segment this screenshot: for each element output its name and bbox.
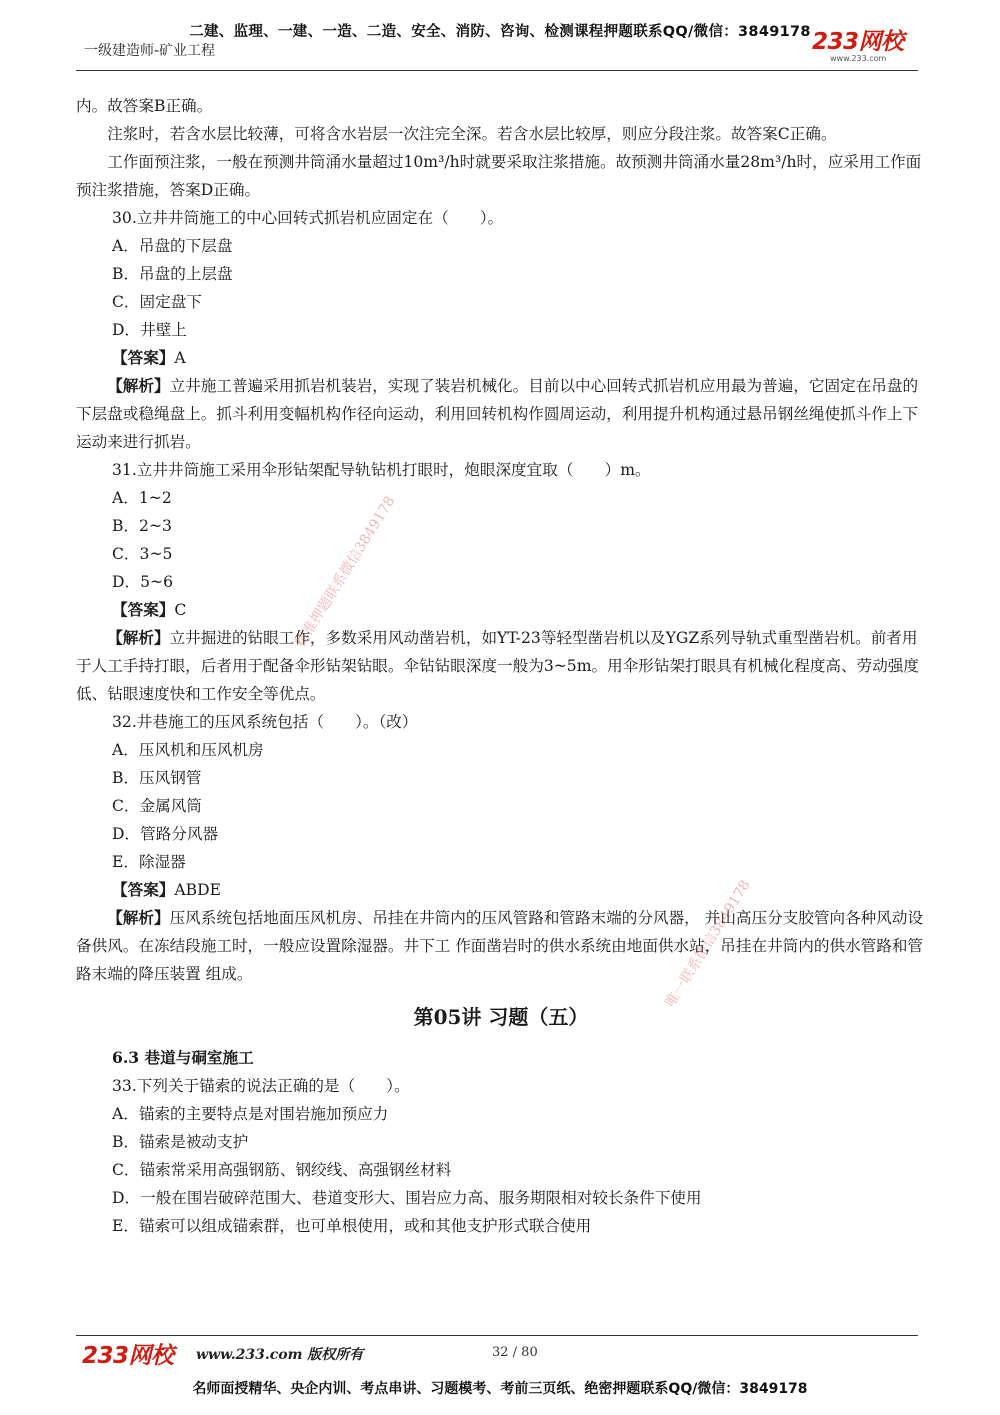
answer-value: C <box>174 601 187 619</box>
answer-label: 【答案】 <box>112 600 175 619</box>
header-promo-line: 二建、监理、一建、一造、二造、安全、消防、咨询、检测课程押题联系QQ/微信：3849178 <box>189 24 811 40</box>
question-text: 32.井巷施工的压风系统包括（ ）。（改） <box>112 713 418 731</box>
paragraph: 注浆时，若含水层比较薄，可将含水岩层一次注完全深。若含水层比较厚，则应分段注浆。故答案C正确。 <box>107 125 837 143</box>
option-c: C．锚索常采用高强钢筋、钢绞线、高强钢丝材料 <box>112 1161 452 1179</box>
answer-value: A <box>174 349 186 367</box>
analysis-line <box>76 904 926 988</box>
option-c: C．固定盘下 <box>112 293 202 311</box>
answer-label: 【答案】 <box>112 880 175 899</box>
question-block-33 <box>76 1072 926 1240</box>
footer-copyright: www.233.com 版权所有 <box>196 1347 364 1363</box>
watermark: 唯一联系微信3849178 <box>662 877 754 1011</box>
analysis-label: 【解析】 <box>107 908 170 927</box>
option-a: A．吊盘的下层盘 <box>112 237 233 255</box>
option-e: E．锚索可以组成锚索群，也可单根使用，或和其他支护形式联合使用 <box>112 1217 592 1235</box>
analysis-text: 压风系统包括地面压风机房、吊挂在井筒内的压风管路和管路末端的分风器， 并山高压分支胶管向各种风动设备供风。在冻结段施工时，一般应设置除湿器。井下工 作面凿岩时的供水系统由地面供水站，吊挂在井筒内的供水管路和管路末端的降压装置 组成。 <box>76 909 924 983</box>
footer-promo-line: 名师面授精华、央企内训、考点串讲、习题模考、考前三页纸、绝密押题联系QQ/微信：3849178 <box>192 1381 808 1397</box>
option-c: C．3~5 <box>112 545 173 563</box>
option-a: A．1~2 <box>112 489 172 507</box>
section-title: 第05讲 习题（五） <box>413 1005 589 1029</box>
analysis-text: 立井掘进的钻眼工作，多数采用风动凿岩机，如YT-23等轻型凿岩机以及YGZ系列导轨式重型凿岩机。前者用于人工手持打眼，后者用于配备伞形钻架钻眼。伞钻钻眼深度一般为3~5m。用伞形钻架打眼具有机械化程度高、劳动强度低、钻眼速度快和工作安全等优点。 <box>76 629 919 703</box>
option-a: A．锚索的主要特点是对围岩施加预应力 <box>112 1105 389 1123</box>
question-block-31 <box>76 456 926 708</box>
document-subtitle: 一级建造师-矿业工程 <box>84 43 216 59</box>
option-d: D．一般在围岩破碎范围大、巷道变形大、围岩应力高、服务期限相对较长条件下使用 <box>112 1189 702 1207</box>
analysis-label: 【解析】 <box>107 628 170 647</box>
brand-logo-url: www.233.com <box>830 54 887 63</box>
option-b: B．压风钢管 <box>112 769 202 787</box>
question-text: 31.立井井筒施工采用伞形钻架配导轨钻机打眼时，炮眼深度宜取（ ）m。 <box>112 461 651 479</box>
analysis-text: 立井施工普遍采用抓岩机装岩，实现了装岩机械化。目前以中心回转式抓岩机应用最为普遍，它固定在吊盘的下层盘或稳绳盘上。抓斗利用变幅机构作径向运动，利用回转机构作圆周运动，利用提升机构通过悬吊钢丝绳使抓斗作上下运动来进行抓岩。 <box>76 377 919 451</box>
brand-logo <box>812 30 922 64</box>
option-c: C．金属风筒 <box>112 797 202 815</box>
watermark: 精准押题联系微信3849178 <box>292 493 399 651</box>
question-text: 33.下列关于锚索的说法正确的是（ ）。 <box>112 1077 410 1095</box>
page-number: 32 / 80 <box>492 1345 538 1360</box>
answer-line <box>76 344 926 372</box>
question-text: 30.立井井筒施工的中心回转式抓岩机应固定在（ ）。 <box>112 209 504 227</box>
paragraph: 工作面预注浆，一般在预测井筒涌水量超过10m³/h时就要采取注浆措施。故预测井筒涌水量28m³/h时，应采用工作面预注浆措施，答案D正确。 <box>76 153 922 199</box>
analysis-line <box>76 624 926 708</box>
option-b: B．吊盘的上层盘 <box>112 265 233 283</box>
question-block-30 <box>76 204 926 456</box>
option-a: A．压风机和压风机房 <box>112 741 264 759</box>
answer-value: ABDE <box>174 881 221 899</box>
answer-label: 【答案】 <box>112 348 175 367</box>
brand-logo-text: 233网校 <box>812 29 904 55</box>
paragraph: 内。故答案B正确。 <box>76 97 213 115</box>
option-d: D．井壁上 <box>112 321 187 339</box>
footer-divider <box>76 1335 918 1336</box>
option-b: B．2~3 <box>112 517 172 535</box>
analysis-line <box>76 372 926 456</box>
header-divider <box>76 70 918 71</box>
page-body <box>76 92 926 1240</box>
footer-logo: 233网校 <box>82 1343 174 1369</box>
answer-line <box>76 876 926 904</box>
option-d: D．管路分风器 <box>112 825 219 843</box>
option-b: B．锚索是被动支护 <box>112 1133 249 1151</box>
analysis-label: 【解析】 <box>107 376 170 395</box>
subsection-title: 6.3 巷道与硐室施工 <box>112 1048 254 1067</box>
option-e: E．除湿器 <box>112 853 186 871</box>
option-d: D．5~6 <box>112 573 174 591</box>
question-block-32 <box>76 708 926 988</box>
answer-line <box>76 596 926 624</box>
